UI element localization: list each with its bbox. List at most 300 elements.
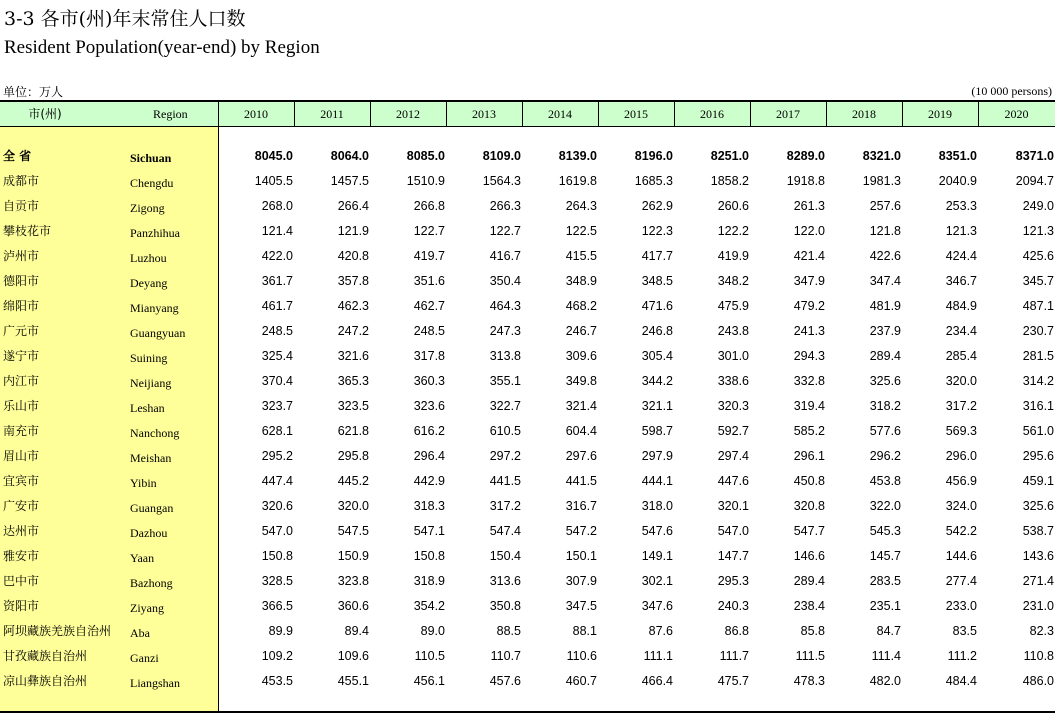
table-row (0, 344, 1055, 369)
header-year: 2011 (320, 107, 344, 121)
population-value: 547.1 (413, 524, 445, 538)
population-value: 441.5 (489, 474, 521, 488)
population-value: 354.2 (413, 599, 445, 613)
population-value: 447.4 (261, 474, 293, 488)
population-value: 297.4 (717, 449, 749, 463)
table-title-en: Resident Population(year-end) by Region (4, 37, 320, 58)
population-value: 324.0 (945, 499, 977, 513)
population-value: 296.4 (413, 449, 445, 463)
region-name-en: Leshan (130, 401, 165, 415)
population-value: 321.1 (641, 399, 673, 413)
population-value: 1564.3 (482, 174, 521, 188)
region-name-en: Guangyuan (130, 326, 186, 340)
population-value: 447.6 (717, 474, 749, 488)
population-value: 346.7 (945, 274, 977, 288)
population-value: 450.8 (793, 474, 825, 488)
region-name-cn: 达州市 (3, 524, 40, 538)
population-value: 145.7 (869, 549, 901, 563)
population-value: 266.8 (413, 199, 445, 213)
population-value: 8351.0 (938, 149, 977, 163)
population-value: 547.0 (261, 524, 293, 538)
population-value: 110.5 (414, 649, 445, 663)
population-value: 481.9 (869, 299, 901, 313)
population-value: 86.8 (724, 624, 749, 638)
region-name-cn: 广元市 (3, 324, 40, 338)
population-value: 2094.7 (1015, 174, 1054, 188)
population-value: 317.2 (489, 499, 521, 513)
population-value: 547.2 (565, 524, 597, 538)
population-value: 271.4 (1022, 574, 1054, 588)
region-name-cn: 宜宾市 (3, 474, 40, 488)
region-name-cn: 雅安市 (3, 549, 40, 563)
population-value: 348.2 (717, 274, 749, 288)
table-row (0, 194, 1055, 219)
population-value: 266.3 (489, 199, 521, 213)
region-name-cn: 自贡市 (3, 199, 40, 213)
region-name-cn: 南充市 (3, 424, 40, 438)
population-value: 475.7 (717, 674, 749, 688)
population-value: 323.5 (337, 399, 369, 413)
population-value: 604.4 (565, 424, 597, 438)
population-value: 8289.0 (786, 149, 825, 163)
population-value: 322.0 (869, 499, 901, 513)
population-value: 455.1 (337, 674, 369, 688)
population-value: 1510.9 (406, 174, 445, 188)
population-value: 610.5 (489, 424, 521, 438)
population-value: 348.9 (565, 274, 597, 288)
population-value: 317.2 (945, 399, 977, 413)
population-value: 8109.0 (482, 149, 521, 163)
header-year: 2013 (472, 107, 496, 121)
population-value: 313.6 (489, 574, 521, 588)
region-name-en: Sichuan (130, 151, 172, 165)
population-value: 321.6 (337, 349, 369, 363)
population-value: 122.7 (489, 224, 521, 238)
population-value: 8045.0 (254, 149, 293, 163)
region-name-en: Ganzi (130, 651, 159, 665)
population-value: 316.7 (565, 499, 597, 513)
population-value: 261.3 (793, 199, 825, 213)
population-value: 150.4 (489, 549, 521, 563)
population-value: 233.0 (945, 599, 977, 613)
population-value: 416.7 (489, 249, 521, 263)
population-value: 318.3 (413, 499, 445, 513)
region-name-en: Panzhihua (130, 226, 180, 240)
population-value: 122.7 (413, 224, 445, 238)
header-year: 2015 (624, 107, 648, 121)
population-value: 277.4 (945, 574, 977, 588)
population-value: 302.1 (641, 574, 673, 588)
population-value: 461.7 (261, 299, 293, 313)
population-value: 547.4 (489, 524, 521, 538)
population-value: 295.8 (337, 449, 369, 463)
population-value: 266.4 (337, 199, 369, 213)
population-value: 295.2 (261, 449, 293, 463)
header-year: 2019 (928, 107, 952, 121)
region-name-en: Nanchong (130, 426, 180, 440)
header-year: 2020 (1004, 107, 1029, 121)
population-value: 318.0 (641, 499, 673, 513)
population-value: 281.5 (1022, 349, 1054, 363)
population-value: 309.6 (565, 349, 597, 363)
population-value: 355.1 (489, 374, 521, 388)
population-value: 319.4 (793, 399, 825, 413)
region-name-cn: 德阳市 (3, 274, 40, 288)
population-value: 147.7 (717, 549, 749, 563)
population-value: 247.3 (489, 324, 521, 338)
population-value: 231.0 (1022, 599, 1054, 613)
population-value: 366.5 (261, 599, 293, 613)
population-value: 121.4 (261, 224, 293, 238)
region-name-en: Suining (130, 351, 168, 365)
population-value: 349.8 (565, 374, 597, 388)
population-value: 235.1 (869, 599, 901, 613)
population-value: 325.4 (261, 349, 293, 363)
population-value: 1405.5 (254, 174, 293, 188)
region-name-en: Liangshan (130, 676, 180, 690)
region-name-en: Dazhou (130, 526, 168, 540)
population-value: 457.6 (489, 674, 521, 688)
population-value: 249.0 (1022, 199, 1054, 213)
population-value: 424.4 (945, 249, 977, 263)
population-value: 320.0 (945, 374, 977, 388)
population-value: 453.8 (869, 474, 901, 488)
population-value: 8321.0 (862, 149, 901, 163)
population-value: 462.7 (413, 299, 445, 313)
population-value: 8139.0 (558, 149, 597, 163)
table-row (0, 619, 1055, 644)
population-value: 307.9 (565, 574, 597, 588)
population-value: 318.9 (413, 574, 445, 588)
population-value: 122.2 (717, 224, 749, 238)
population-value: 445.2 (337, 474, 369, 488)
region-name-cn: 内江市 (3, 374, 40, 388)
population-value: 598.7 (641, 424, 673, 438)
population-value: 109.6 (337, 649, 369, 663)
population-value: 89.4 (344, 624, 369, 638)
population-value: 283.5 (869, 574, 901, 588)
population-value: 464.3 (489, 299, 521, 313)
population-value: 420.8 (337, 249, 369, 263)
population-value: 321.4 (565, 399, 597, 413)
population-value: 318.2 (869, 399, 901, 413)
population-value: 8085.0 (406, 149, 445, 163)
population-value: 320.1 (717, 499, 749, 513)
region-name-cn: 巴中市 (3, 574, 40, 588)
table-row (0, 594, 1055, 619)
population-value: 289.4 (793, 574, 825, 588)
header-year: 2010 (244, 107, 268, 121)
population-value: 345.7 (1022, 274, 1054, 288)
region-name-en: Neijiang (130, 376, 172, 390)
population-value: 322.7 (489, 399, 521, 413)
population-value: 325.6 (1022, 499, 1054, 513)
region-name-en: Aba (130, 626, 150, 640)
table-row (0, 369, 1055, 394)
population-value: 296.1 (793, 449, 825, 463)
population-value: 248.5 (413, 324, 445, 338)
table-row (0, 169, 1055, 194)
population-value: 143.6 (1022, 549, 1054, 563)
population-value: 111.7 (719, 649, 749, 663)
population-value: 462.3 (337, 299, 369, 313)
population-value: 8196.0 (634, 149, 673, 163)
table-row (0, 219, 1055, 244)
header-year: 2017 (776, 107, 800, 121)
region-name-en: Yaan (130, 551, 155, 565)
population-value: 592.7 (717, 424, 749, 438)
population-value: 89.9 (268, 624, 293, 638)
table-row (0, 519, 1055, 544)
population-value: 110.7 (490, 649, 521, 663)
table-row (0, 644, 1055, 669)
header-year: 2012 (396, 107, 420, 121)
population-value: 357.8 (337, 274, 369, 288)
population-value: 482.0 (869, 674, 901, 688)
table-row (0, 669, 1055, 694)
population-value: 628.1 (261, 424, 293, 438)
population-value: 569.3 (945, 424, 977, 438)
population-value: 285.4 (945, 349, 977, 363)
population-value: 370.4 (261, 374, 293, 388)
population-value: 350.4 (489, 274, 521, 288)
population-value: 479.2 (793, 299, 825, 313)
population-value: 2040.9 (938, 174, 977, 188)
table-row (0, 419, 1055, 444)
population-value: 621.8 (337, 424, 369, 438)
table-row (0, 244, 1055, 269)
population-value: 295.3 (717, 574, 749, 588)
population-value: 417.7 (641, 249, 673, 263)
population-value: 237.9 (869, 324, 901, 338)
population-value: 348.5 (641, 274, 673, 288)
table-row (0, 319, 1055, 344)
population-value: 332.8 (793, 374, 825, 388)
table-row (0, 269, 1055, 294)
population-value: 305.4 (641, 349, 673, 363)
population-value: 144.6 (945, 549, 977, 563)
population-value: 88.5 (496, 624, 521, 638)
population-value: 561.0 (1022, 424, 1054, 438)
region-name-en: Bazhong (130, 576, 173, 590)
population-value: 328.5 (261, 574, 293, 588)
population-value: 122.0 (793, 224, 825, 238)
population-value: 360.6 (337, 599, 369, 613)
population-value: 351.6 (413, 274, 445, 288)
population-value: 415.5 (565, 249, 597, 263)
header-year: 2018 (852, 107, 876, 121)
population-value: 122.3 (641, 224, 673, 238)
region-name-cn: 眉山市 (3, 449, 40, 463)
population-value: 347.4 (869, 274, 901, 288)
population-value: 109.2 (261, 649, 293, 663)
population-value: 468.2 (565, 299, 597, 313)
population-value: 320.0 (337, 499, 369, 513)
population-value: 294.3 (793, 349, 825, 363)
population-value: 296.2 (869, 449, 901, 463)
population-value: 338.6 (717, 374, 749, 388)
table-title-cn: 3-3 各市(州)年末常住人口数 (4, 8, 246, 30)
population-value: 442.9 (413, 474, 445, 488)
region-name-en: Luzhou (130, 251, 167, 265)
population-value: 547.5 (337, 524, 369, 538)
population-value: 484.9 (945, 299, 977, 313)
population-value: 83.5 (952, 624, 977, 638)
population-value: 484.4 (945, 674, 977, 688)
header-region-en: Region (153, 107, 188, 121)
region-name-cn: 甘孜藏族自治州 (3, 649, 88, 663)
region-name-cn: 泸州市 (3, 249, 40, 263)
population-value: 289.4 (869, 349, 901, 363)
population-value: 453.5 (261, 674, 293, 688)
population-value: 301.0 (717, 349, 749, 363)
population-value: 422.0 (261, 249, 293, 263)
population-value: 82.3 (1029, 624, 1054, 638)
population-value: 316.1 (1022, 399, 1054, 413)
population-value: 110.8 (1023, 649, 1054, 663)
population-value: 1918.8 (786, 174, 825, 188)
population-value: 260.6 (717, 199, 749, 213)
population-value: 111.5 (795, 649, 825, 663)
population-value: 538.7 (1022, 524, 1054, 538)
region-name-cn: 成都市 (3, 174, 40, 188)
population-value: 150.9 (337, 549, 369, 563)
population-value: 146.6 (793, 549, 825, 563)
population-value: 361.7 (261, 274, 293, 288)
population-value: 585.2 (793, 424, 825, 438)
population-value: 150.8 (413, 549, 445, 563)
population-value: 1685.3 (634, 174, 673, 188)
region-name-cn: 乐山市 (3, 399, 40, 413)
population-value: 320.8 (793, 499, 825, 513)
population-value: 547.6 (641, 524, 673, 538)
population-value: 547.7 (793, 524, 825, 538)
table-row (0, 294, 1055, 319)
population-value: 547.0 (717, 524, 749, 538)
population-value: 240.3 (717, 599, 749, 613)
population-value: 365.3 (337, 374, 369, 388)
region-name-cn: 资阳市 (3, 599, 40, 613)
population-value: 616.2 (413, 424, 445, 438)
region-name-en: Ziyang (130, 601, 164, 615)
population-value: 486.0 (1022, 674, 1054, 688)
header-year: 2014 (548, 107, 572, 121)
population-value: 264.3 (565, 199, 597, 213)
population-value: 456.1 (413, 674, 445, 688)
region-name-cn: 全 省 (3, 149, 32, 163)
population-value: 1981.3 (862, 174, 901, 188)
population-value: 87.6 (648, 624, 673, 638)
population-value: 425.6 (1022, 249, 1054, 263)
population-value: 297.6 (565, 449, 597, 463)
population-value: 487.1 (1022, 299, 1054, 313)
population-value: 347.9 (793, 274, 825, 288)
population-value: 111.4 (871, 649, 901, 663)
population-value: 545.3 (869, 524, 901, 538)
population-value: 296.0 (945, 449, 977, 463)
population-value: 111.1 (643, 649, 673, 663)
region-name-en: Mianyang (130, 301, 179, 315)
population-value: 360.3 (413, 374, 445, 388)
population-value: 84.7 (876, 624, 901, 638)
population-value: 466.4 (641, 674, 673, 688)
region-name-cn: 攀枝花市 (3, 224, 52, 238)
table-row (0, 444, 1055, 469)
population-value: 320.6 (261, 499, 293, 513)
population-value: 89.0 (420, 624, 445, 638)
table-row (0, 569, 1055, 594)
population-value: 230.7 (1022, 324, 1054, 338)
population-value: 110.6 (566, 649, 597, 663)
unit-label-en: (10 000 persons) (971, 84, 1052, 98)
population-value: 325.6 (869, 374, 901, 388)
population-value: 323.8 (337, 574, 369, 588)
header-region-cn: 市(州) (28, 107, 62, 121)
population-value: 149.1 (641, 549, 673, 563)
population-value: 460.7 (565, 674, 597, 688)
population-value: 85.8 (800, 624, 825, 638)
population-value: 347.6 (641, 599, 673, 613)
population-value: 150.1 (565, 549, 597, 563)
population-value: 295.6 (1022, 449, 1054, 463)
population-value: 297.9 (641, 449, 673, 463)
population-value: 320.3 (717, 399, 749, 413)
population-value: 347.5 (565, 599, 597, 613)
population-value: 344.2 (641, 374, 673, 388)
population-value: 456.9 (945, 474, 977, 488)
region-name-cn: 阿坝藏族羌族自治州 (3, 624, 112, 638)
population-value: 234.4 (945, 324, 977, 338)
population-value: 121.8 (869, 224, 901, 238)
population-value: 243.8 (717, 324, 749, 338)
region-name-en: Yibin (130, 476, 157, 490)
region-name-cn: 广安市 (3, 499, 40, 513)
population-value: 241.3 (793, 324, 825, 338)
region-name-en: Chengdu (130, 176, 174, 190)
population-value: 121.3 (1022, 224, 1054, 238)
region-name-en: Deyang (130, 276, 168, 290)
table-row (0, 144, 1055, 169)
population-value: 475.9 (717, 299, 749, 313)
population-value: 459.1 (1022, 474, 1054, 488)
region-name-cn: 遂宁市 (3, 349, 40, 363)
population-value: 297.2 (489, 449, 521, 463)
population-value: 268.0 (261, 199, 293, 213)
table-row (0, 544, 1055, 569)
population-value: 314.2 (1022, 374, 1054, 388)
population-value: 150.8 (261, 549, 293, 563)
population-value: 441.5 (565, 474, 597, 488)
population-value: 246.8 (641, 324, 673, 338)
population-value: 8371.0 (1015, 149, 1054, 163)
table-row (0, 494, 1055, 519)
population-value: 1858.2 (710, 174, 749, 188)
table-row (0, 469, 1055, 494)
population-value: 542.2 (945, 524, 977, 538)
population-value: 238.4 (793, 599, 825, 613)
region-name-en: Meishan (130, 451, 172, 465)
population-value: 122.5 (565, 224, 597, 238)
population-value: 350.8 (489, 599, 521, 613)
population-value: 121.9 (337, 224, 369, 238)
population-value: 8064.0 (330, 149, 369, 163)
population-value: 246.7 (565, 324, 597, 338)
population-value: 421.4 (793, 249, 825, 263)
population-value: 262.9 (641, 199, 673, 213)
population-value: 88.1 (572, 624, 597, 638)
population-value: 471.6 (641, 299, 673, 313)
unit-label-cn: 单位：万人 (3, 85, 64, 99)
